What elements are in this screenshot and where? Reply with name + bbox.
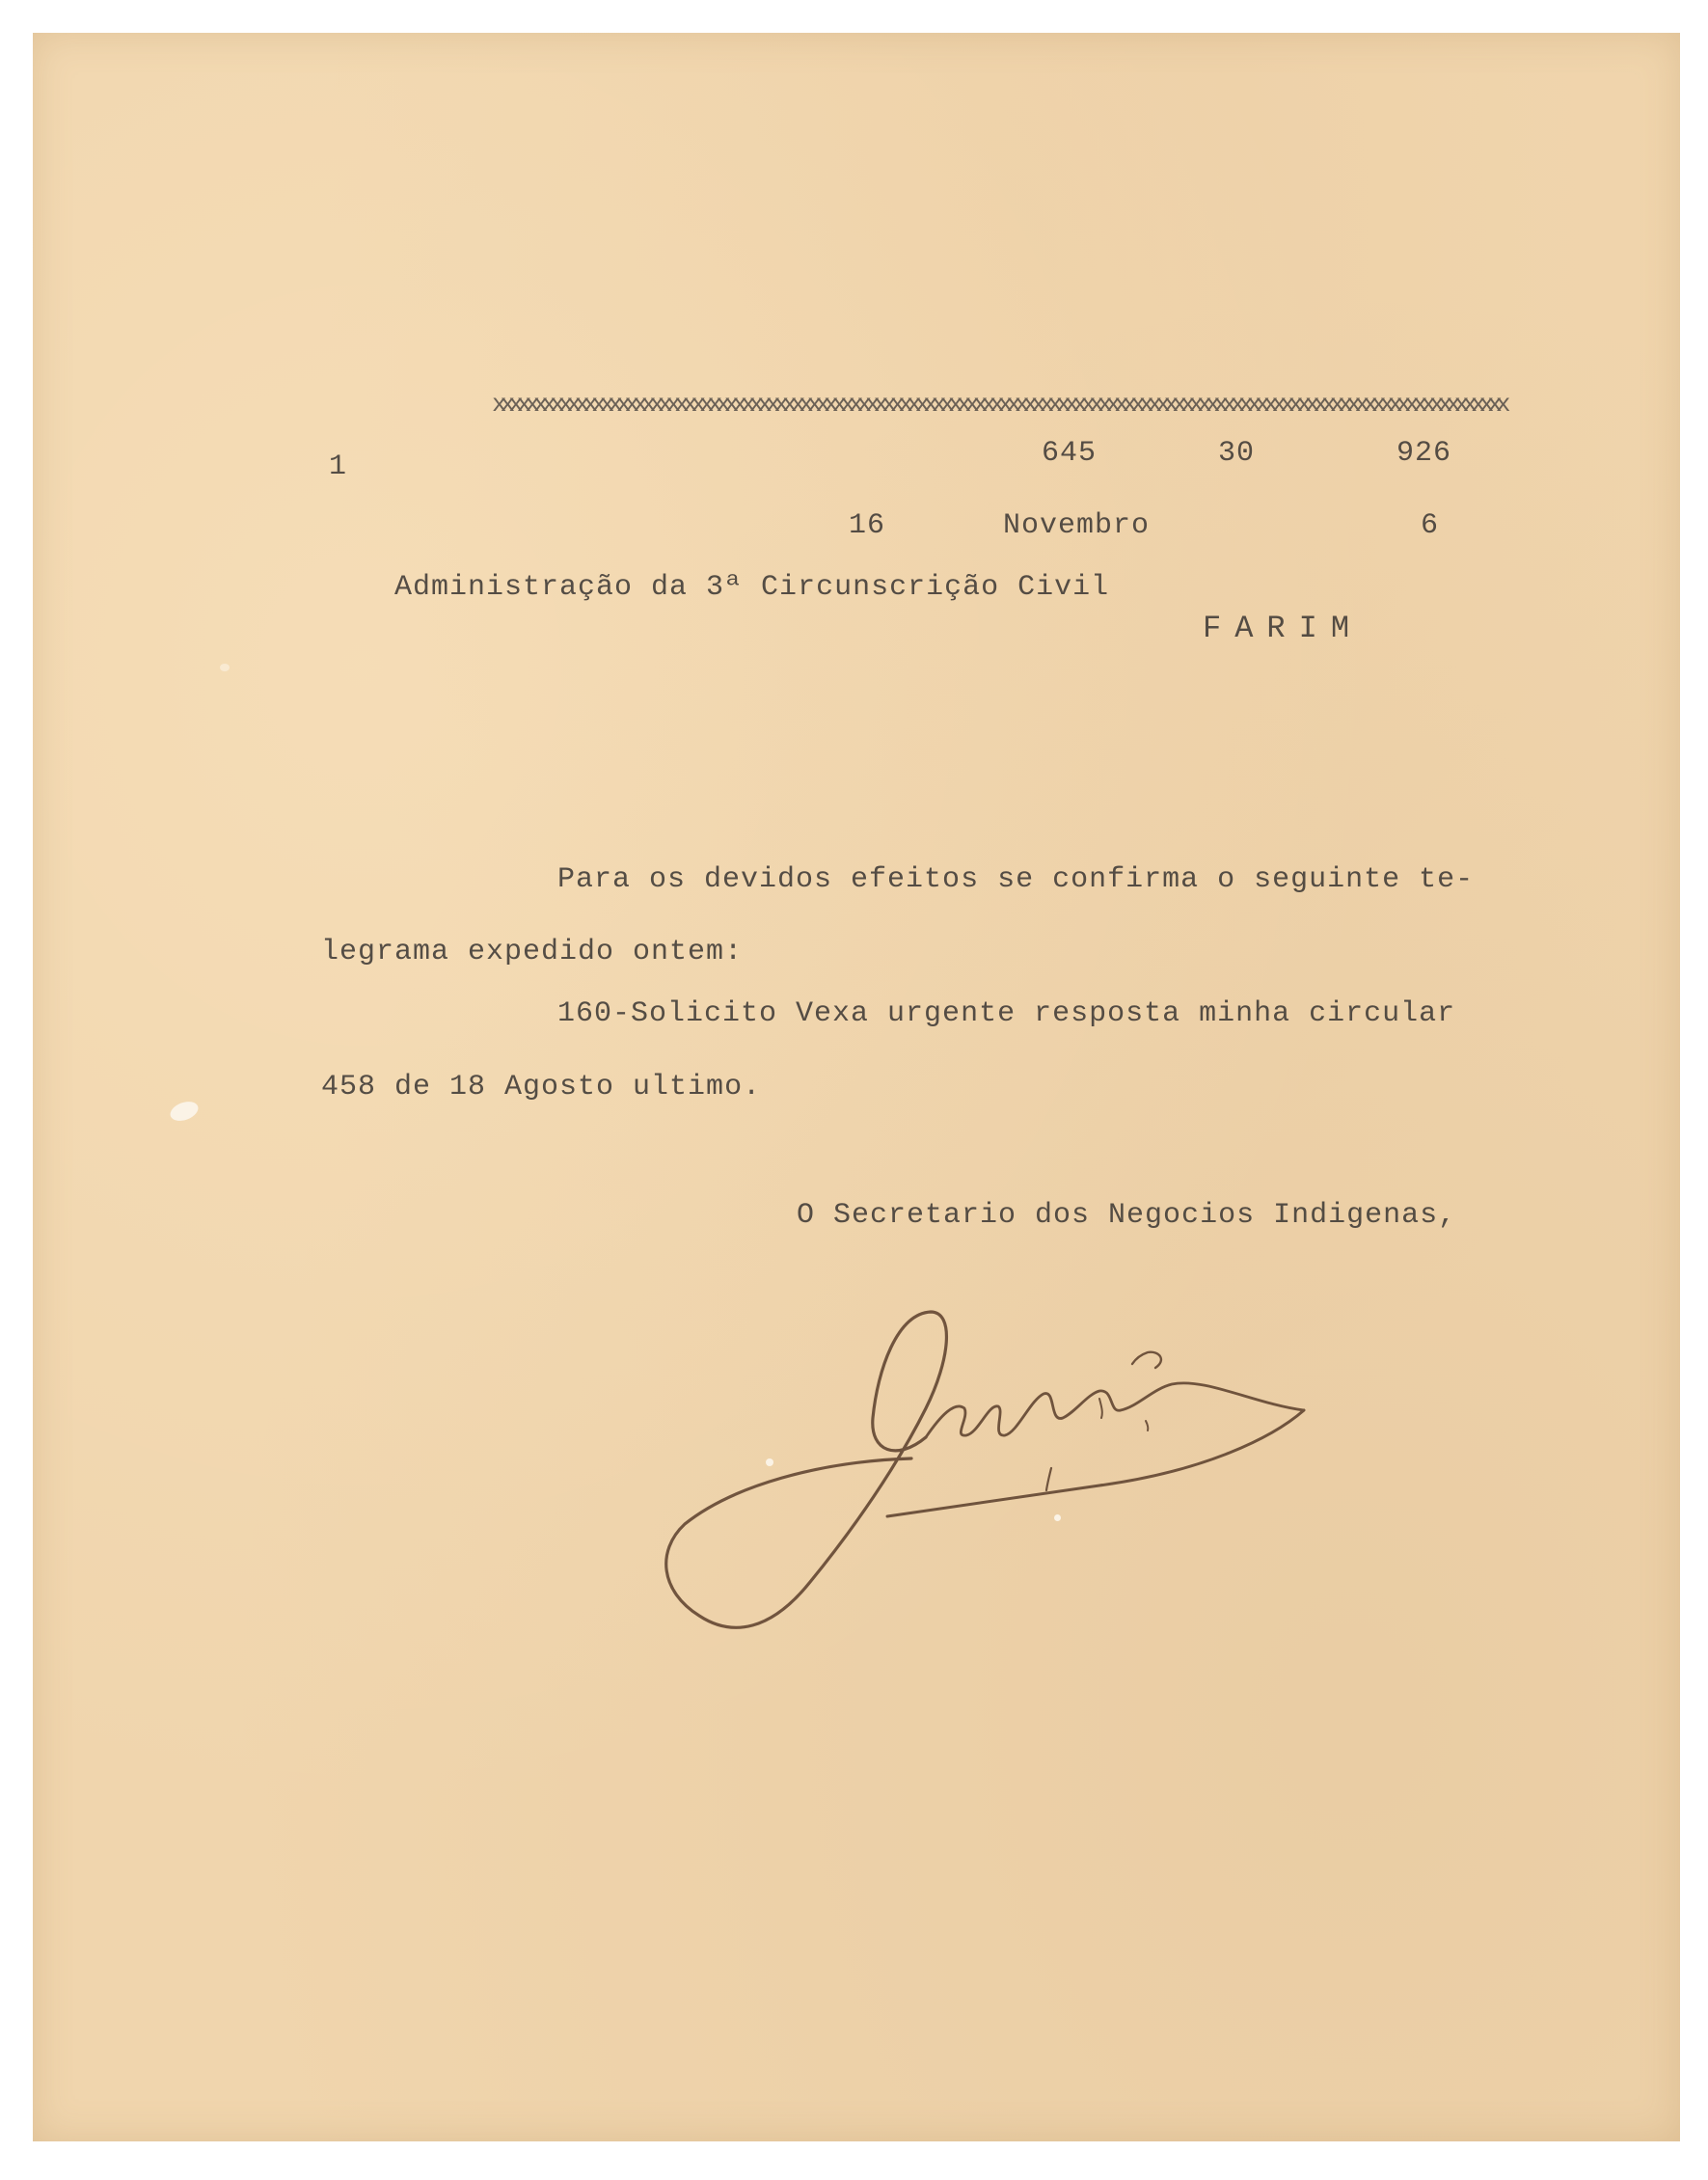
addressee: Administração da 3ª Circunscrição Civil (394, 571, 1110, 604)
body-line-4: 458 de 18 Agosto ultimo. (321, 1071, 762, 1104)
reference-number-left: 1 (329, 450, 348, 483)
date-month: Novembro (1003, 509, 1151, 542)
reference-number-926: 926 (1396, 437, 1452, 470)
date-day: 16 (849, 509, 886, 542)
handwritten-signature (665, 1293, 1341, 1659)
paper-speck (220, 664, 230, 671)
reference-number-30: 30 (1218, 437, 1256, 470)
place-name: FARIM (1203, 611, 1364, 646)
body-line-3: 160-Solicito Vexa urgente resposta minha circular (557, 997, 1456, 1030)
x-rule-line: xxxxxxxxxxxxxxxxxxxxxxxxxxxxxxxxxxxxxxxxxxxxxxxxxxxxxxxxxxxxxxxxxxxxxxxxxxxxxxxxxxxxxxxxxxxxxxxxxxxxxxxxxxxxxxxxxxxxxxxxxx (492, 390, 1505, 419)
signatory-title: O Secretario dos Negocios Indigenas, (797, 1199, 1457, 1232)
body-line-1: Para os devidos efeitos se confirma o seguinte te- (557, 863, 1475, 896)
date-number: 6 (1421, 509, 1440, 542)
document-sheet (33, 33, 1680, 2141)
reference-number-645: 645 (1042, 437, 1098, 470)
body-line-2: legrama expedido ontem: (321, 936, 744, 968)
